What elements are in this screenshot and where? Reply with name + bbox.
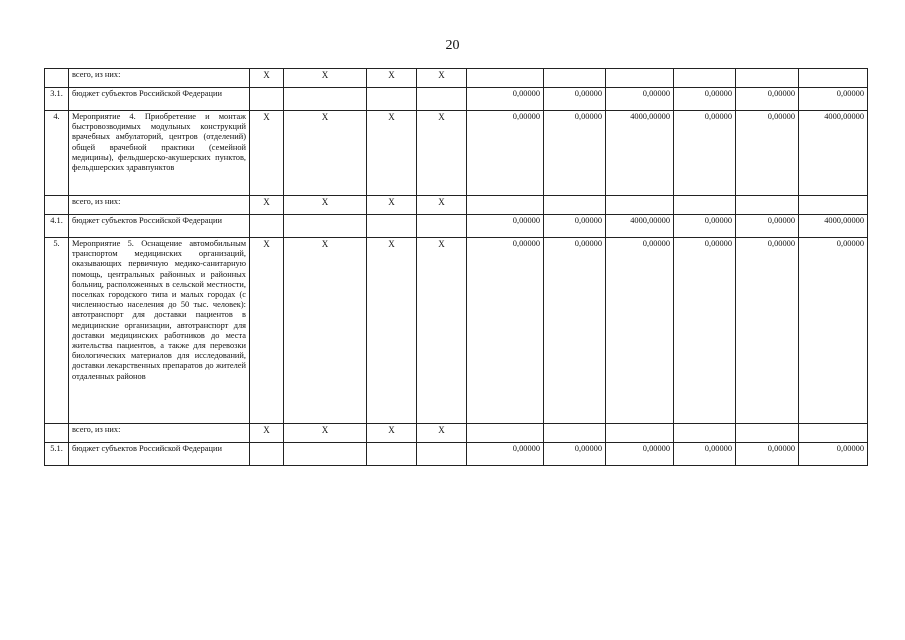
value-cell: 0,00000 [674, 238, 736, 424]
value-cell [674, 69, 736, 88]
table-row [45, 196, 868, 215]
mark-cell: X [367, 238, 417, 424]
value-cell: 0,00000 [544, 88, 606, 111]
value-cell [544, 69, 606, 88]
value-cell: 0,00000 [606, 88, 674, 111]
mark-cell: X [284, 424, 367, 443]
mark-cell [367, 215, 417, 238]
mark-cell: X [417, 424, 467, 443]
row-description: Мероприятие 4. Приобретение и монтаж быстровозводимых модульных конструкций врачебных амбулаторий, центров (отделений) общей врачебной практики (семейной медицины), фельдшерско-акушерских пунктов, фельдшерских здравпунктов [69, 111, 250, 196]
value-cell: 0,00000 [736, 88, 799, 111]
mark-cell [367, 443, 417, 466]
row-description: всего, из них: [69, 424, 250, 443]
table-row [45, 238, 868, 424]
table-row [45, 88, 868, 111]
row-description: Мероприятие 5. Оснащение автомобильным транспортом медицинских организаций, оказывающих первичную медико-санитарную помощь, центральных районных и районных больниц, расположенных в сельской местности, поселках городского типа и малых городах (с численностью населения до 50 тыс. человек): автотранспорт для доставки пациентов в медицинские организации, автотранспорт для доставки медицинских работников до места жительства пациентов, а также для перевозки биологических материалов для исследований, доставки лекарственных препаратов до жителей отдаленных районов [69, 238, 250, 424]
value-cell: 0,00000 [799, 88, 868, 111]
mark-cell [284, 215, 367, 238]
mark-cell: X [284, 238, 367, 424]
value-cell [674, 424, 736, 443]
value-cell: 0,00000 [799, 238, 868, 424]
value-cell: 0,00000 [544, 111, 606, 196]
value-cell: 0,00000 [544, 443, 606, 466]
value-cell: 0,00000 [799, 443, 868, 466]
value-cell: 4000,00000 [606, 111, 674, 196]
value-cell [736, 424, 799, 443]
value-cell [467, 424, 544, 443]
row-number: 5.1. [45, 443, 69, 466]
value-cell: 4000,00000 [799, 111, 868, 196]
row-description: бюджет субъектов Российской Федерации [69, 215, 250, 238]
value-cell [799, 69, 868, 88]
value-cell [736, 196, 799, 215]
mark-cell: X [250, 196, 284, 215]
table-row [45, 424, 868, 443]
mark-cell: X [284, 111, 367, 196]
mark-cell: X [284, 69, 367, 88]
value-cell: 0,00000 [674, 111, 736, 196]
mark-cell [250, 215, 284, 238]
row-description: всего, из них: [69, 196, 250, 215]
value-cell [467, 69, 544, 88]
mark-cell: X [367, 196, 417, 215]
mark-cell: X [250, 424, 284, 443]
mark-cell [250, 443, 284, 466]
value-cell: 0,00000 [736, 238, 799, 424]
value-cell [544, 196, 606, 215]
mark-cell: X [284, 196, 367, 215]
table-row [45, 443, 868, 466]
value-cell [606, 424, 674, 443]
mark-cell: X [250, 69, 284, 88]
value-cell [799, 424, 868, 443]
value-cell: 0,00000 [467, 111, 544, 196]
value-cell: 0,00000 [544, 215, 606, 238]
mark-cell [417, 88, 467, 111]
row-description: бюджет субъектов Российской Федерации [69, 88, 250, 111]
value-cell: 4000,00000 [606, 215, 674, 238]
value-cell [544, 424, 606, 443]
value-cell: 0,00000 [467, 215, 544, 238]
table-row [45, 215, 868, 238]
value-cell [674, 196, 736, 215]
row-number: 5. [45, 238, 69, 424]
mark-cell: X [367, 69, 417, 88]
row-number: 4. [45, 111, 69, 196]
value-cell [606, 69, 674, 88]
page-number: 20 [445, 38, 460, 53]
mark-cell: X [367, 424, 417, 443]
value-cell: 0,00000 [674, 215, 736, 238]
mark-cell: X [417, 111, 467, 196]
value-cell: 0,00000 [736, 111, 799, 196]
row-number [45, 196, 69, 215]
mark-cell: X [250, 111, 284, 196]
value-cell [467, 196, 544, 215]
value-cell: 0,00000 [467, 443, 544, 466]
table-row [45, 69, 868, 88]
value-cell [736, 69, 799, 88]
row-number: 3.1. [45, 88, 69, 111]
row-description: бюджет субъектов Российской Федерации [69, 443, 250, 466]
value-cell: 0,00000 [674, 443, 736, 466]
mark-cell: X [417, 196, 467, 215]
row-number [45, 424, 69, 443]
value-cell: 0,00000 [736, 443, 799, 466]
value-cell: 0,00000 [736, 215, 799, 238]
mark-cell: X [250, 238, 284, 424]
mark-cell [250, 88, 284, 111]
mark-cell [417, 443, 467, 466]
value-cell [799, 196, 868, 215]
row-number: 4.1. [45, 215, 69, 238]
value-cell [606, 196, 674, 215]
value-cell: 0,00000 [467, 88, 544, 111]
table-body [45, 69, 868, 466]
value-cell: 0,00000 [467, 238, 544, 424]
value-cell: 0,00000 [606, 238, 674, 424]
value-cell: 4000,00000 [799, 215, 868, 238]
mark-cell [367, 88, 417, 111]
table-row [45, 111, 868, 196]
mark-cell: X [367, 111, 417, 196]
value-cell: 0,00000 [674, 88, 736, 111]
row-number [45, 69, 69, 88]
budget-table [44, 68, 868, 466]
mark-cell [284, 88, 367, 111]
mark-cell [284, 443, 367, 466]
mark-cell: X [417, 238, 467, 424]
row-description: всего, из них: [69, 69, 250, 88]
mark-cell: X [417, 69, 467, 88]
mark-cell [417, 215, 467, 238]
value-cell: 0,00000 [544, 238, 606, 424]
value-cell: 0,00000 [606, 443, 674, 466]
